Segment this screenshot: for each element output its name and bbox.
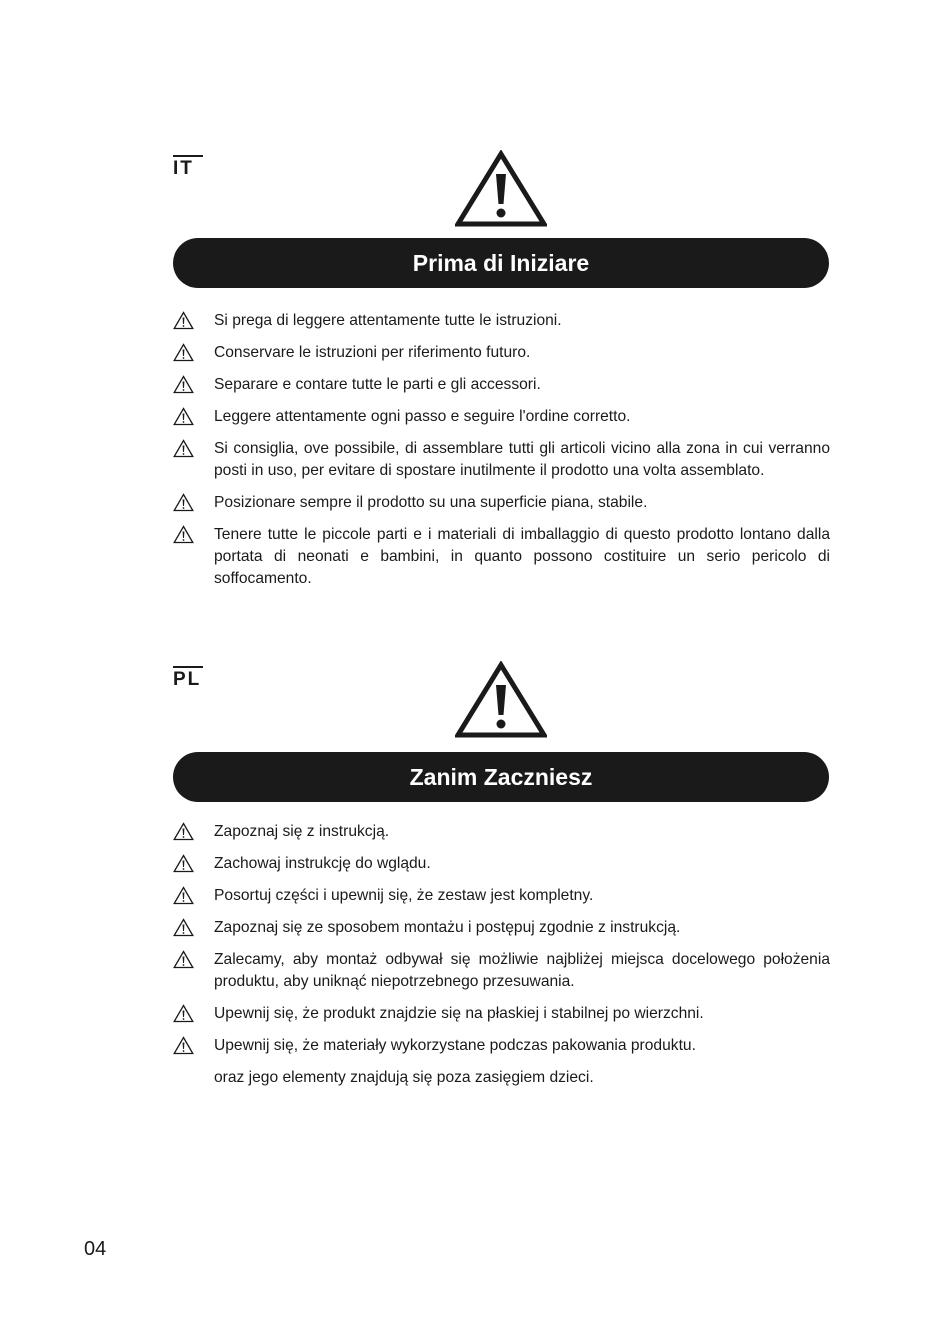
- list-item: [173, 1067, 830, 1089]
- warning-triangle-icon: [455, 150, 547, 228]
- warning-triangle-icon: [173, 822, 194, 841]
- warning-triangle-icon: [455, 661, 547, 739]
- list-item: [173, 438, 830, 482]
- warning-triangle-icon: [173, 439, 194, 458]
- section-title-it: Prima di Iniziare: [173, 238, 829, 288]
- list-item: [173, 885, 830, 907]
- list-item-text: Zapoznaj się z instrukcją.: [214, 823, 390, 840]
- instruction-list-it: [173, 310, 830, 600]
- list-item-text: Upewnij się, że produkt znajdzie się na płaskiej i stabilnej po wierzchni.: [214, 1005, 704, 1022]
- list-item-text: Upewnij się, że materiały wykorzystane podczas pakowania produktu.: [214, 1037, 696, 1054]
- list-item: [173, 492, 830, 514]
- list-item-text: Leggere attentamente ogni passo e seguire l'ordine corretto.: [214, 408, 631, 425]
- list-item-text: Tenere tutte le piccole parti e i materiali di imballaggio di questo prodotto lontano dalla portata di neonati e bambini, in quanto possono costituire un serio pericolo di soffocamento.: [214, 526, 830, 587]
- page-number: 04: [84, 1238, 107, 1260]
- list-item: [173, 406, 830, 428]
- list-item-text: Si prega di leggere attentamente tutte le istruzioni.: [214, 312, 562, 329]
- warning-triangle-icon: [173, 1004, 194, 1023]
- list-item: [173, 310, 830, 332]
- warning-triangle-icon: [173, 343, 194, 362]
- warning-triangle-icon: [173, 1036, 194, 1055]
- section-title-pl: Zanim Zaczniesz: [173, 752, 829, 802]
- warning-triangle-icon: [173, 407, 194, 426]
- warning-triangle-icon: [173, 950, 194, 969]
- warning-triangle-icon: [173, 311, 194, 330]
- list-item: [173, 853, 830, 875]
- list-item-text: Posortuj części i upewnij się, że zestaw jest kompletny.: [214, 887, 594, 904]
- list-item: [173, 524, 830, 590]
- list-item-text: Posizionare sempre il prodotto su una superficie piana, stabile.: [214, 494, 648, 511]
- warning-triangle-icon: [173, 918, 194, 937]
- list-item-text: Separare e contare tutte le parti e gli accessori.: [214, 376, 541, 393]
- list-item-text: Zachowaj instrukcję do wglądu.: [214, 855, 431, 872]
- warning-triangle-icon: [173, 375, 194, 394]
- list-item-text: Si consiglia, ove possibile, di assemblare tutti gli articoli vicino alla zona in cui verranno posti in uso, per evitare di spostare inutilmente il prodotto una volta assemblato.: [214, 440, 830, 479]
- list-item: [173, 1003, 830, 1025]
- list-item: [173, 821, 830, 843]
- warning-triangle-icon: [173, 525, 194, 544]
- list-item: [173, 342, 830, 364]
- language-tag-it: IT: [173, 155, 203, 179]
- language-tag-pl: PL: [173, 666, 203, 690]
- list-item-text: Zalecamy, aby montaż odbywał się możliwie najbliżej miejsca docelowego położenia produktu, aby uniknąć niepotrzebnego przesuwania.: [214, 951, 830, 990]
- list-item-text: Zapoznaj się ze sposobem montażu i postępuj zgodnie z instrukcją.: [214, 919, 681, 936]
- warning-triangle-icon: [173, 886, 194, 905]
- list-item: [173, 949, 830, 993]
- list-item-text: oraz jego elementy znajdują się poza zasięgiem dzieci.: [214, 1069, 594, 1086]
- warning-triangle-icon: [173, 493, 194, 512]
- list-item: [173, 374, 830, 396]
- list-item-text: Conservare le istruzioni per riferimento futuro.: [214, 344, 531, 361]
- warning-triangle-icon: [173, 854, 194, 873]
- list-item: [173, 917, 830, 939]
- instruction-list-pl: [173, 821, 830, 1099]
- list-item: [173, 1035, 830, 1057]
